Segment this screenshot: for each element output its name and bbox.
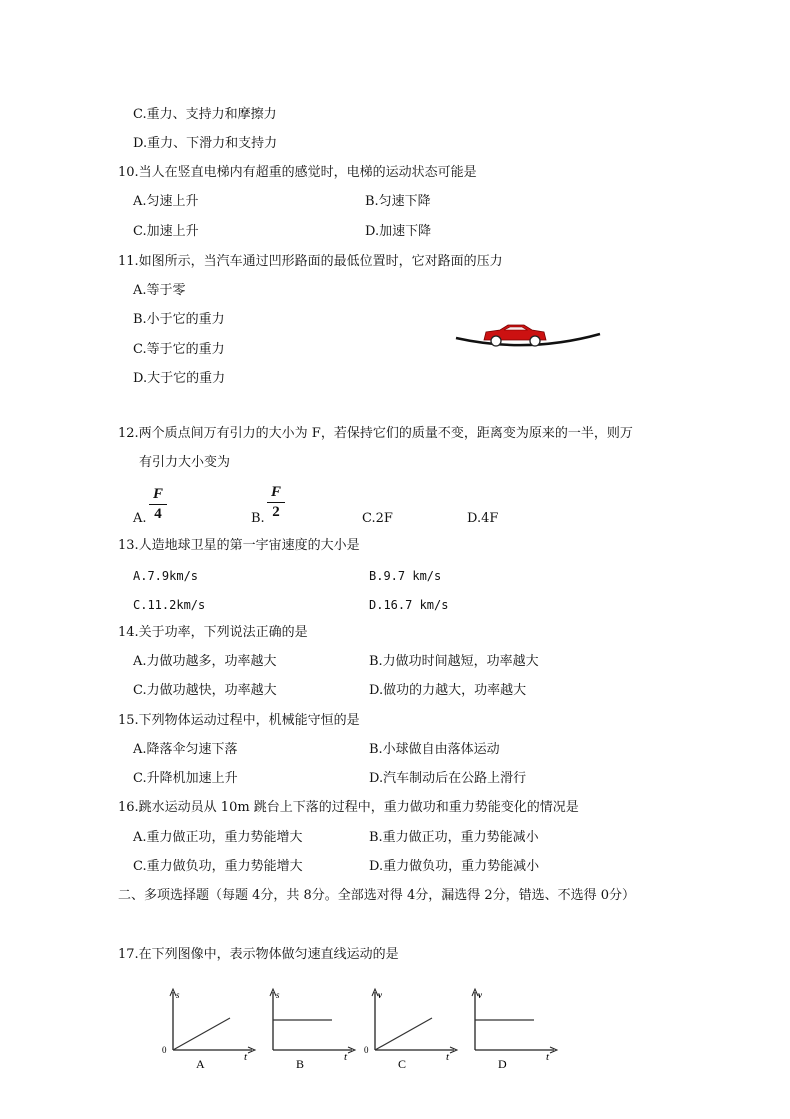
q12-b-denominator: 2 [272, 504, 280, 520]
q11-option-d: D.大于它的重力 [133, 371, 226, 386]
q15-option-b: B.小球做自由落体运动 [369, 742, 500, 757]
q12-a-denominator: 4 [154, 506, 162, 522]
graph-option-label: D [498, 1057, 507, 1071]
q12-option-a-label: A. [133, 511, 147, 526]
q14-option-b: B.力做功时间越短，功率越大 [369, 654, 539, 669]
q12-option-c: C.2F [362, 511, 393, 526]
concave-road-car-figure [452, 318, 604, 358]
q9-option-d: D.重力、下滑力和支持力 [133, 136, 278, 151]
graph-option-label: C [398, 1057, 407, 1071]
q14-option-c: C.力做功越快，功率越大 [133, 683, 277, 698]
q13-option-c: C.11.2km/s [133, 598, 206, 612]
q12-option-d: D.4F [467, 511, 499, 526]
q10-option-c: C.加速上升 [133, 224, 199, 239]
q11-option-a: A.等于零 [133, 283, 186, 298]
x-axis-label: t [244, 1051, 248, 1063]
q14-stem: 14.关于功率，下列说法正确的是 [118, 625, 308, 640]
q17-stem: 17.在下列图像中，表示物体做匀速直线运动的是 [118, 947, 399, 962]
q15-stem: 15.下列物体运动过程中，机械能守恒的是 [118, 713, 360, 728]
x-axis-label: t [344, 1051, 348, 1063]
q11-stem: 11.如图所示，当汽车通过凹形路面的最低位置时，它对路面的压力 [118, 254, 503, 269]
q10-option-a: A.匀速上升 [133, 194, 199, 209]
q16-option-c: C.重力做负功，重力势能增大 [133, 859, 303, 874]
graph-line-rising [375, 1018, 432, 1050]
q9-option-c: C.重力、支持力和摩擦力 [133, 107, 277, 122]
graph-option-label: A [196, 1057, 205, 1071]
q17-graph-b [260, 986, 360, 1072]
q10-option-d: D.加速下降 [365, 224, 432, 239]
y-axis-label: v [478, 990, 482, 1000]
x-axis-label: t [546, 1051, 550, 1063]
q12-stem-line2: 有引力大小变为 [139, 455, 231, 470]
graph-option-label: B [296, 1057, 305, 1071]
y-axis-label: s [276, 990, 280, 1000]
q15-option-d: D.汽车制动后在公路上滑行 [369, 771, 527, 786]
q12-option-b-label: B. [251, 511, 265, 526]
q13-option-a: A.7.9km/s [133, 569, 199, 583]
section-2-heading: 二、多项选择题（每题 4分，共 8分。全部选对得 4分，漏选得 2分，错选、不选得 0分） [118, 888, 636, 903]
car-icon [484, 325, 546, 346]
q12-a-numerator: F [152, 486, 163, 502]
q12-stem-line1: 12.两个质点间万有引力的大小为 F，若保持它们的质量不变，距离变为原来的一半，则万 [118, 426, 633, 441]
q17-graph-d [462, 986, 562, 1072]
q13-stem: 13.人造地球卫星的第一宇宙速度的大小是 [118, 538, 360, 553]
q15-option-a: A.降落伞匀速下落 [133, 742, 238, 757]
graph-line-rising [173, 1018, 230, 1050]
q10-option-b: B.匀速下降 [365, 194, 431, 209]
q13-option-d: D.16.7 km/s [369, 598, 449, 612]
q12-option-b-fraction [267, 484, 285, 521]
origin-label: 0 [364, 1045, 369, 1055]
origin-label: 0 [162, 1045, 167, 1055]
q12-b-numerator: F [270, 484, 281, 500]
x-axis-label: t [446, 1051, 450, 1063]
q10-stem: 10.当人在竖直电梯内有超重的感觉时，电梯的运动状态可能是 [118, 165, 477, 180]
q17-graph-a [160, 986, 260, 1072]
q16-option-a: A.重力做正功，重力势能增大 [133, 830, 303, 845]
q16-stem: 16.跳水运动员从 10m 跳台上下落的过程中，重力做功和重力势能变化的情况是 [118, 800, 579, 815]
y-axis-label: s [176, 990, 180, 1000]
q16-option-d: D.重力做负功，重力势能减小 [369, 859, 540, 874]
q15-option-c: C.升降机加速上升 [133, 771, 238, 786]
y-axis-label: v [378, 990, 382, 1000]
q17-graph-c [362, 986, 462, 1072]
q11-option-c: C.等于它的重力 [133, 342, 225, 357]
q14-option-a: A.力做功越多，功率越大 [133, 654, 277, 669]
q14-option-d: D.做功的力越大，功率越大 [369, 683, 527, 698]
q11-option-b: B.小于它的重力 [133, 312, 225, 327]
q12-option-a-fraction [149, 486, 167, 523]
q13-option-b: B.9.7 km/s [369, 569, 442, 583]
q16-option-b: B.重力做正功，重力势能减小 [369, 830, 539, 845]
